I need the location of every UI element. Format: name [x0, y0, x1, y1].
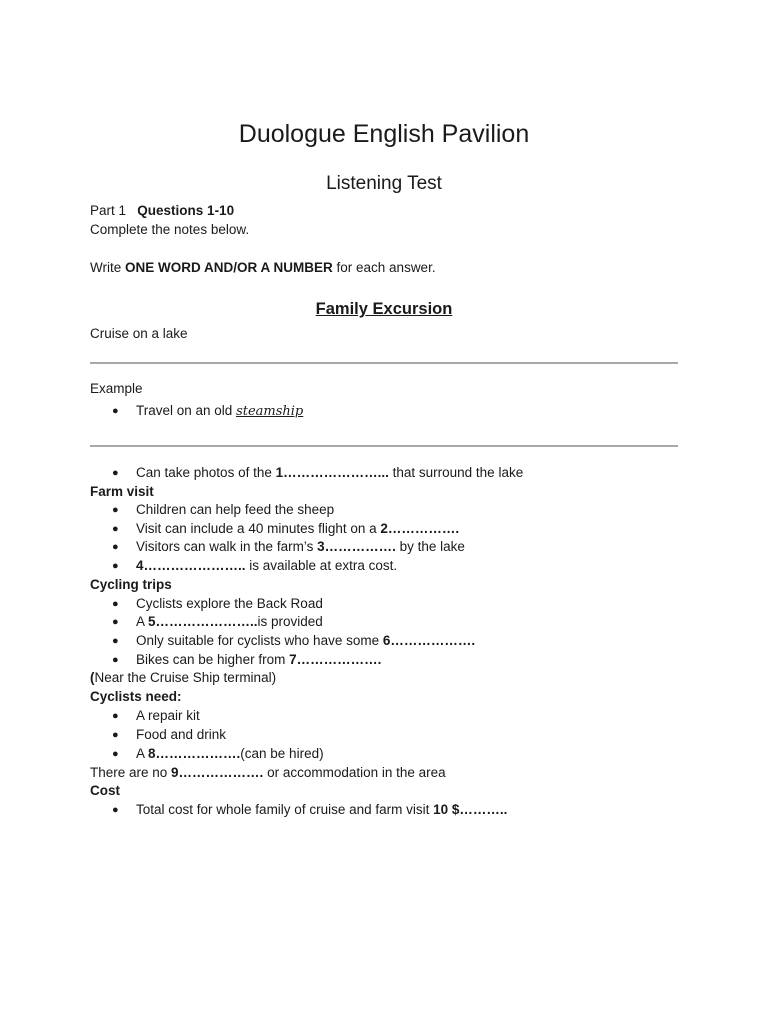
- list-item: [112, 726, 226, 744]
- write-prefix: Write: [90, 260, 126, 275]
- bullet-icon: ●: [112, 710, 119, 722]
- write-limit: ONE WORD AND/OR A NUMBER: [125, 260, 333, 275]
- item-text: Only suitable for cyclists who have some: [136, 633, 383, 648]
- list-item: [112, 464, 523, 482]
- item-text: A: [136, 614, 149, 629]
- bullet-icon: ●: [112, 504, 119, 516]
- item-text: A: [136, 746, 149, 761]
- list-item: [112, 632, 475, 650]
- list-item: [112, 745, 324, 763]
- bullet-icon: ●: [112, 405, 119, 417]
- page-subtitle: Listening Test: [326, 173, 442, 194]
- bullet-icon: ●: [112, 616, 119, 628]
- list-item: [112, 520, 459, 538]
- list-item: [112, 557, 397, 575]
- item-text: that surround the lake: [388, 465, 524, 480]
- item-text: Visitors can walk in the farm’s: [136, 539, 318, 554]
- item-text: by the lake: [395, 539, 465, 554]
- answer-blank-4[interactable]: 4…………………..: [136, 558, 246, 573]
- item-text: is provided: [257, 614, 323, 629]
- item-text: Cyclists explore the Back Road: [136, 596, 323, 611]
- bullet-icon: ●: [112, 467, 119, 479]
- part-line: [90, 202, 234, 220]
- page-title: Duologue English Pavilion: [238, 120, 530, 148]
- write-instruction: [90, 259, 436, 277]
- list-item: [112, 801, 507, 819]
- bullet-icon: ●: [112, 804, 119, 816]
- instruction-text: Complete the notes below.: [90, 222, 250, 237]
- answer-blank-8[interactable]: 8……………….: [148, 746, 241, 761]
- bullet-icon: ●: [112, 654, 119, 666]
- item-text: Bikes can be higher from: [136, 652, 290, 667]
- bullet-icon: ●: [112, 541, 119, 553]
- example-answer: steamship: [236, 404, 304, 419]
- answer-blank-10[interactable]: 10 $………..: [433, 802, 508, 817]
- farm-visit-heading: Farm visit: [90, 484, 154, 499]
- list-item: [112, 707, 200, 725]
- write-suffix: for each answer.: [332, 260, 436, 275]
- item-text: A repair kit: [136, 708, 200, 723]
- cyclists-need-heading: Cyclists need:: [90, 689, 182, 704]
- item-text: Total cost for whole family of cruise and farm visit: [136, 802, 434, 817]
- section-intro: Cruise on a lake: [90, 326, 188, 341]
- terminal-note: [90, 669, 276, 687]
- example-label: Example: [90, 381, 143, 396]
- bullet-icon: ●: [112, 560, 119, 572]
- divider: [90, 362, 678, 364]
- item-text: Can take photos of the: [136, 465, 276, 480]
- questions-range: Questions 1-10: [137, 203, 235, 218]
- paren-open: (: [90, 670, 95, 685]
- bullet-icon: ●: [112, 598, 119, 610]
- part-label: Part 1: [90, 203, 127, 218]
- list-item: [112, 613, 323, 631]
- cost-heading: Cost: [90, 783, 120, 798]
- bullet-icon: ●: [112, 523, 119, 535]
- item-text: Food and drink: [136, 727, 227, 742]
- bullet-icon: ●: [112, 729, 119, 741]
- item-text: is available at extra cost.: [245, 558, 398, 573]
- list-item: [112, 538, 465, 556]
- answer-blank-5[interactable]: 5…………………..: [148, 614, 258, 629]
- bullet-icon: ●: [112, 635, 119, 647]
- answer-blank-2[interactable]: 2…………….: [380, 521, 460, 536]
- item-text: Children can help feed the sheep: [136, 502, 335, 517]
- section-title: Family Excursion: [315, 300, 453, 318]
- answer-blank-3[interactable]: 3…………….: [317, 539, 396, 554]
- bullet-icon: ●: [112, 748, 119, 760]
- answer-blank-1[interactable]: 1…………………...: [275, 465, 389, 480]
- example-bullet: [112, 402, 303, 421]
- list-item: [112, 501, 334, 519]
- item-text: (can be hired): [240, 746, 324, 761]
- answer-blank-7[interactable]: 7……………….: [289, 652, 382, 667]
- list-item: [112, 651, 381, 669]
- item-text: or accommodation in the area: [263, 765, 446, 780]
- answer-blank-6[interactable]: 6……………….: [382, 633, 476, 648]
- cycling-trips-heading: Cycling trips: [90, 577, 172, 592]
- item-text: There are no: [90, 765, 172, 780]
- item-text: Visit can include a 40 minutes flight on a: [136, 521, 381, 536]
- divider: [90, 445, 678, 447]
- terminal-note-text: Near the Cruise Ship terminal): [94, 670, 277, 685]
- accommodation-line: [90, 764, 446, 782]
- list-item: [112, 595, 323, 613]
- answer-blank-9[interactable]: 9……………….: [171, 765, 264, 780]
- example-text: Travel on an old: [136, 403, 237, 418]
